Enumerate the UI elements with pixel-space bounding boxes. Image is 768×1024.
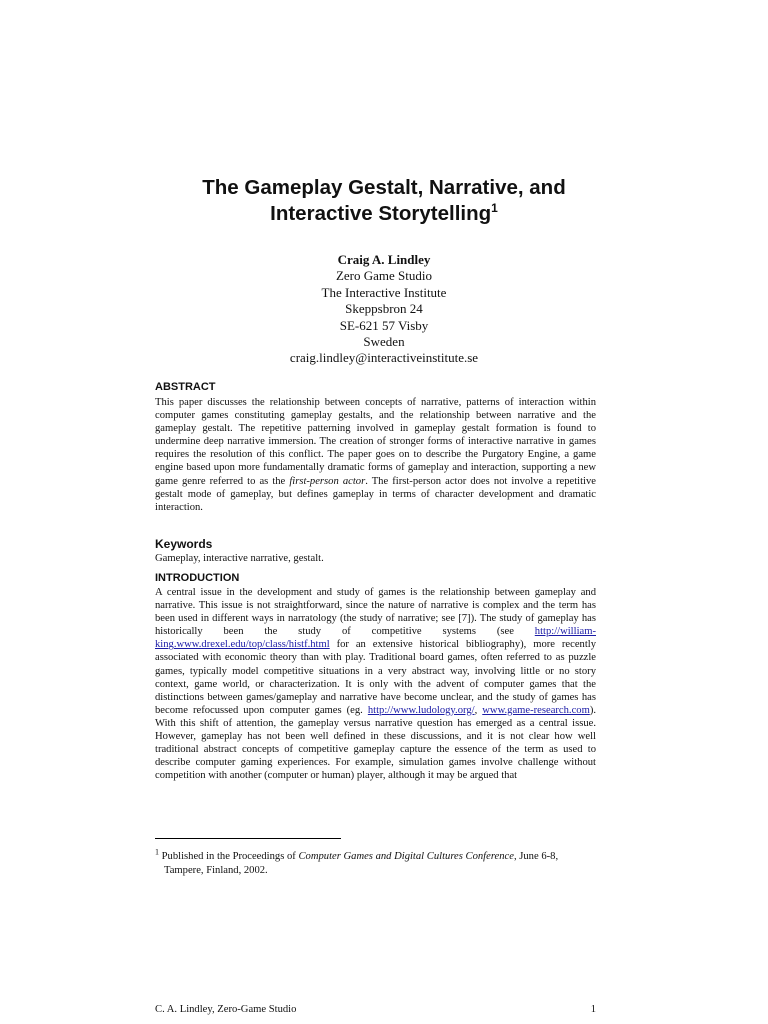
bibliography-link[interactable]: http://william-king.www.drexel.edu/top/class/histf.html [155,626,596,651]
affiliation-line: Skeppsbron 24 [345,301,423,317]
author-name: Craig A. Lindley [337,252,431,267]
paper-title [120,175,648,227]
footer-author: C. A. Lindley, Zero-Game Studio [155,1004,297,1015]
abstract-heading: ABSTRACT [155,381,216,393]
title-line-1: The Gameplay Gestalt, Narrative, and [202,176,566,199]
footnote-rule [155,838,341,839]
footnote-line-2: Tampere, Finland, 2002. [164,865,268,876]
author-email: craig.lindley@interactiveinstitute.se [289,350,479,366]
abstract-emphasis: first-person actor [289,475,366,487]
introduction-section [155,572,596,782]
footnote-mark: 1 [155,847,159,857]
footnote: $^1$ Published in the Proceedings of Computer Games and Digital Cultures Conference, June 6-8, Tampere, Finland, 2002. [155,850,596,878]
author-block [160,252,608,367]
affiliation-line: Zero Game Studio [335,268,433,284]
affiliation-line: SE-621 57 Visby [339,317,429,333]
game-research-link[interactable]: www.game-research.com [482,704,590,716]
title-line-2: Interactive Storytelling [270,202,492,225]
introduction-text: A central issue in the development and study of games is the relationship between gameplay and narrative. This issue is not straightforward, since the nature of narrative is complex and the term has been used in different ways in narratology (the study of narrative; see [7]). The study of gameplay has historically been the study of competitive systems (see http://william-king.www.drexel.edu/top/class/histf.html for an extensive historical bibliography), more recently associated with economic theory than with play. Traditional board games, often referred to as puzzle games, typically model competitive situations in a very abstract way, involving little or no story context, game world, or characterization. It is only with the advent of computer games that the distinctions between games/gameplay and narrative have become unclear, and the study of games has become refocussed upon computer games (eg. http://www.ludology.org/, www.game-research.com). With this shift of attention, the gameplay versus narrative question has emerged as a central issue. However, gameplay has not been well defined in these discussions, and it is not clear how well traditional abstract concepts of competitive gameplay capture the essence of the term as used to describe computer gaming experiences. For example, simulation games involve challenge without competition with another (computer or human) player, although it may be argued that [155,587,597,782]
keywords-text: Gameplay, interactive narrative, gestalt. [155,553,324,564]
affiliation-line: Sweden [363,334,405,350]
affiliation-line: The Interactive Institute [321,284,447,300]
abstract-text: This paper discusses the relationship between concepts of narrative, patterns of interaction within computer games constituting gameplay gestalts, and the relationship between narrative and the gameplay gestalt. The repetitive patterning involved in gameplay gestalt formation is found to undermine deep narrative immersion. The creation of stronger forms of interactive narrative in games requires the resolution of this conflict. The paper goes on to describe the Purgatory Engine, a game engine based upon more fundamentally dramatic forms of gameplay and interaction, supporting a new game genre referred to as the first-person actor. The first-person actor does not involve a repetitive gestalt mode of gameplay, but defines gameplay in terms of character development and dramatic interaction. [155,397,596,513]
introduction-heading: INTRODUCTION [155,572,240,584]
ludology-link[interactable]: http://www.ludology.org/ [367,704,475,716]
conference-name: Computer Games and Digital Cultures Conference [298,851,514,862]
keywords-heading: Keywords [155,537,213,551]
abstract-section [155,381,596,514]
page-number: 1 [590,1004,596,1015]
keywords-section [155,538,596,565]
title-footnote-mark: 1 [491,201,498,216]
